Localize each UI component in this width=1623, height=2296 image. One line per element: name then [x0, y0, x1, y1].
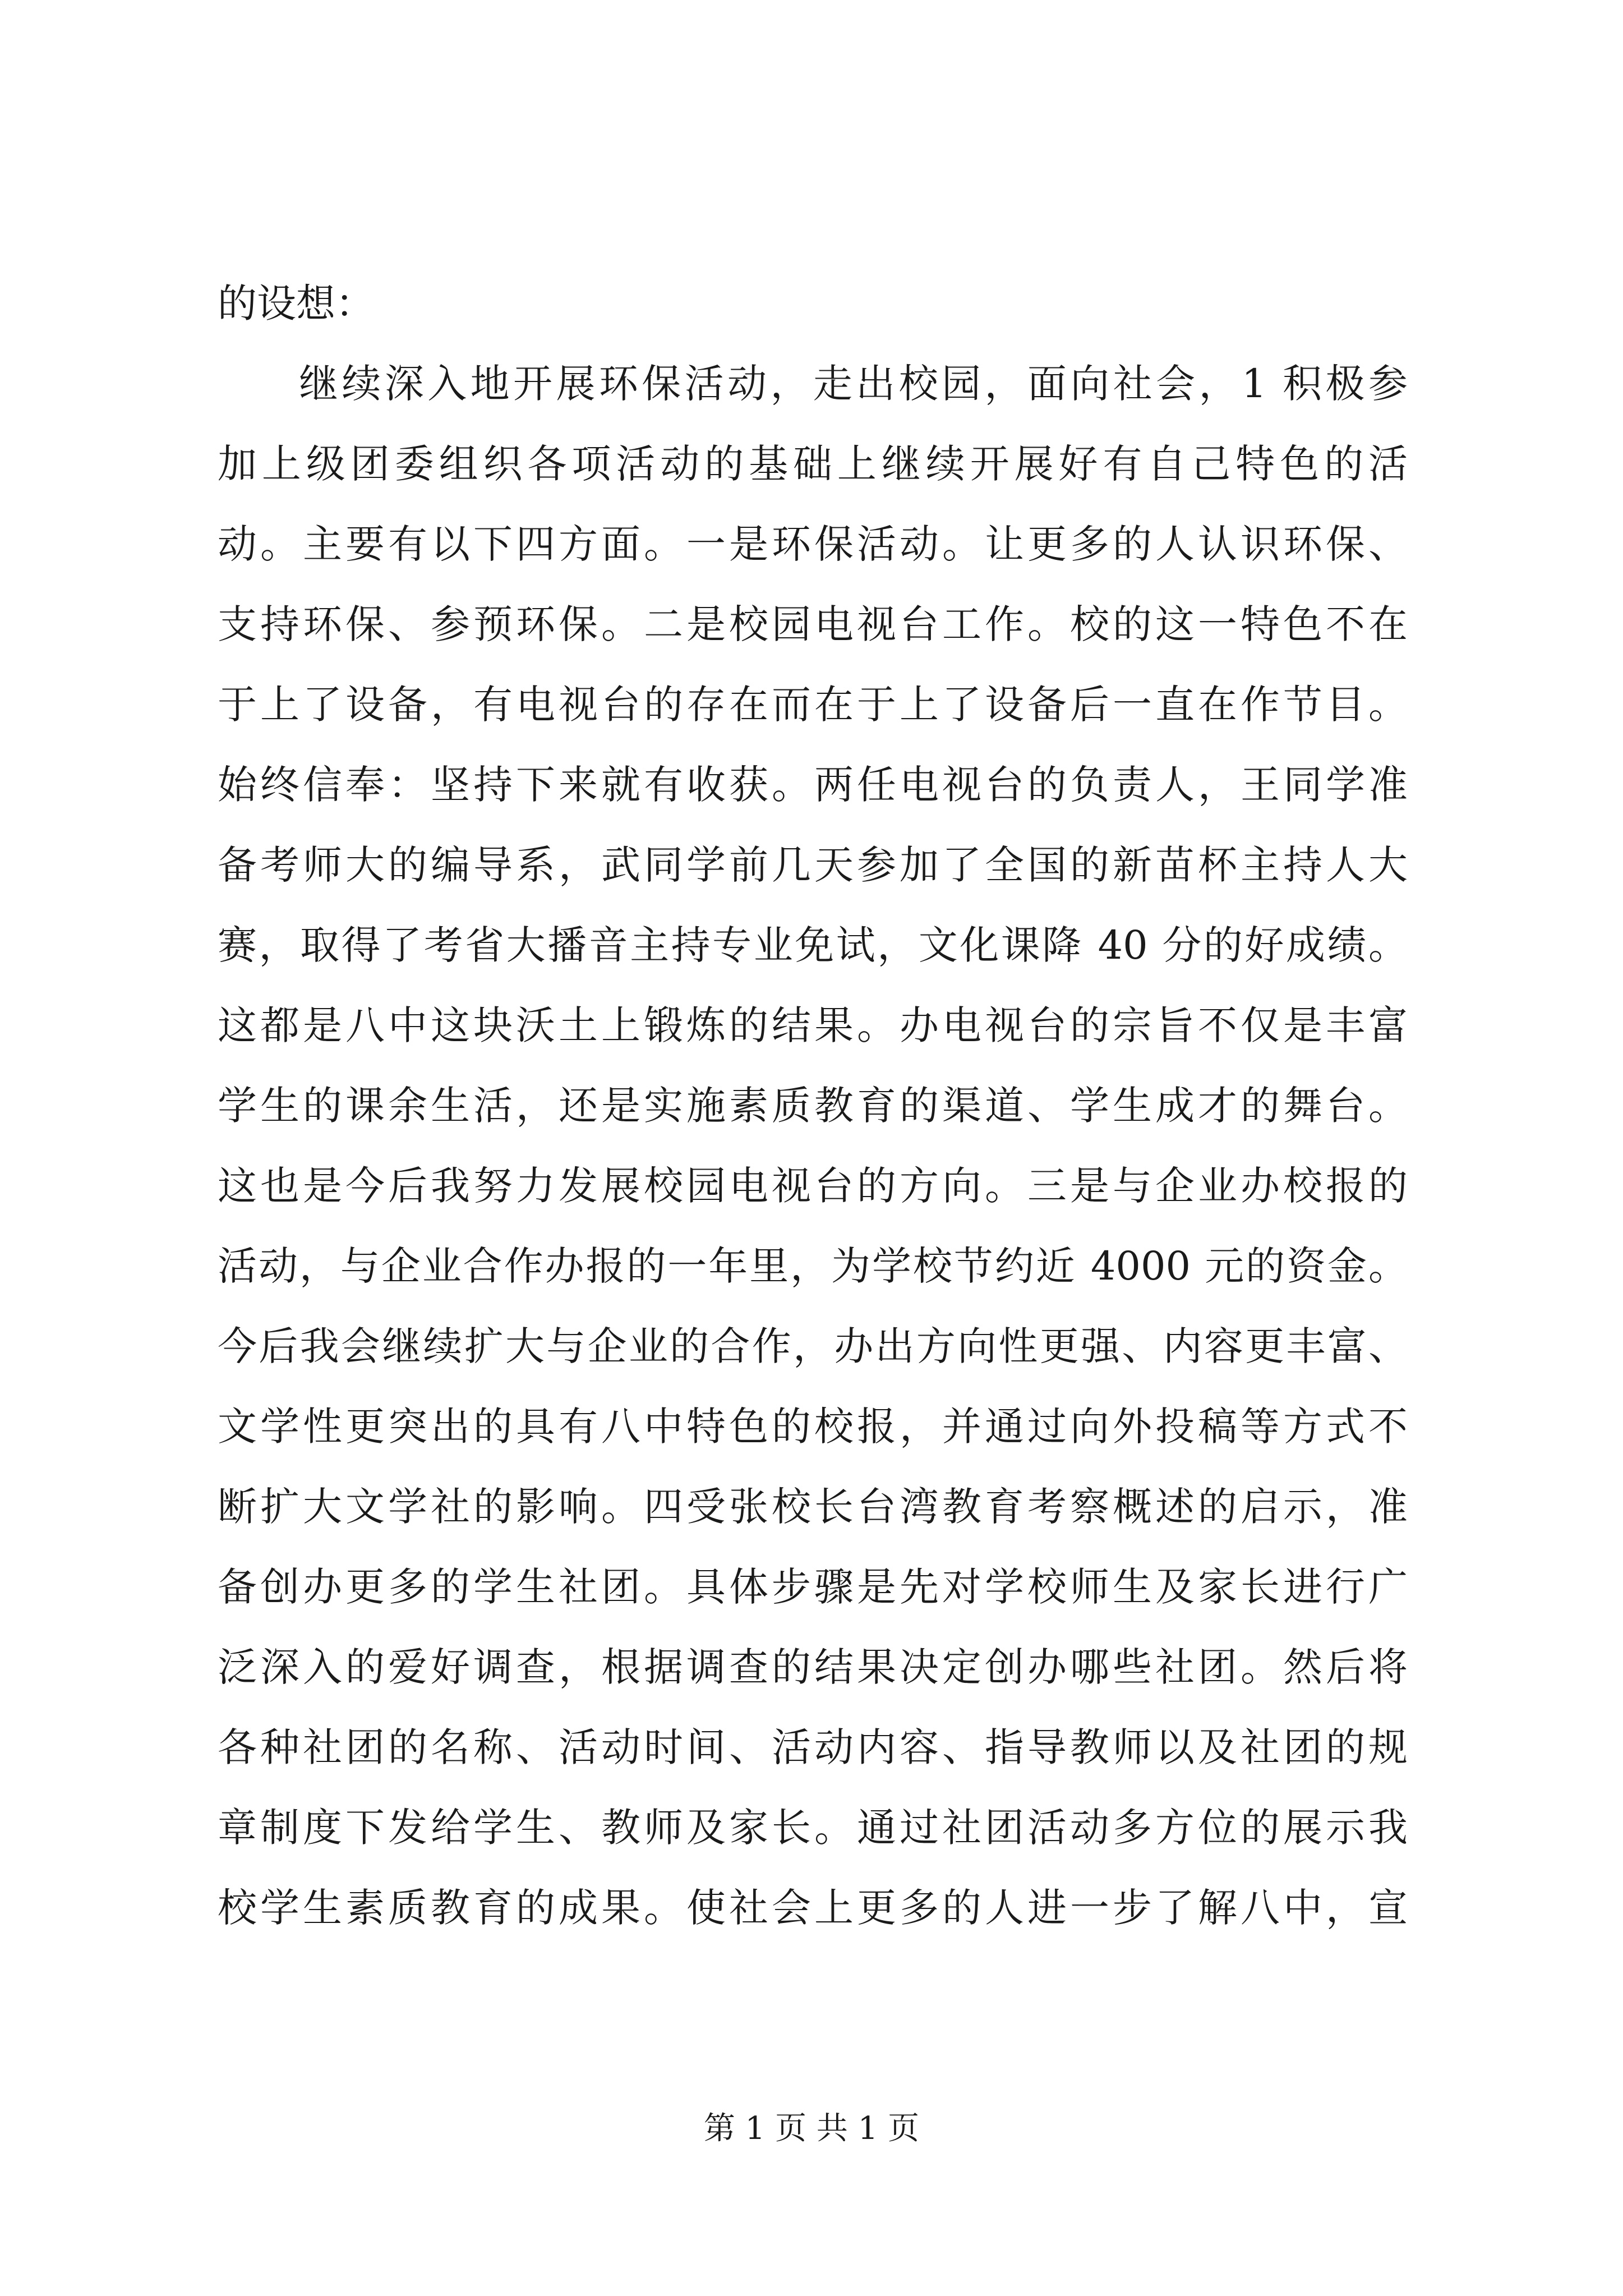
text-line: 文学性更突出的具有八中特色的校报，并通过向外投稿等方式不: [218, 1404, 1408, 1450]
text-line: 校学生素质教育的成果。使社会上更多的人进一步了解八中，宣: [218, 1885, 1408, 1931]
text-line: 赛，取得了考省大播音主持专业免试，文化课降 40 分的好成绩。: [218, 922, 1408, 968]
text-line: 加上级团委组织各项活动的基础上继续开展好有自己特色的活: [218, 441, 1408, 487]
text-line: 备考师大的编导系，武同学前几天参加了全国的新苗杯主持人大: [218, 842, 1408, 888]
text-line: 学生的课余生活，还是实施素质教育的渠道、学生成才的舞台。: [218, 1083, 1408, 1129]
text-line: 断扩大文学社的影响。四受张校长台湾教育考察概述的启示，准: [218, 1484, 1408, 1530]
text-line: 活动，与企业合作办报的一年里，为学校节约近 4000 元的资金。: [218, 1243, 1408, 1289]
text-line: 章制度下发给学生、教师及家长。通过社团活动多方位的展示我: [218, 1805, 1408, 1851]
text-line: 今后我会继续扩大与企业的合作，办出方向性更强、内容更丰富、: [218, 1323, 1408, 1369]
text-line: 支持环保、参预环保。二是校园电视台工作。校的这一特色不在: [218, 601, 1408, 647]
text-line: 的设想：: [218, 280, 375, 326]
text-line: 于上了设备，有电视台的存在而在于上了设备后一直在作节目。: [218, 682, 1408, 728]
text-line: 这都是八中这块沃土上锻炼的结果。办电视台的宗旨不仅是丰富: [218, 1002, 1408, 1048]
text-line: 这也是今后我努力发展校园电视台的方向。三是与企业办校报的: [218, 1163, 1408, 1209]
text-line: 各种社团的名称、活动时间、活动内容、指导教师以及社团的规: [218, 1724, 1408, 1770]
text-line: 备创办更多的学生社团。具体步骤是先对学校师生及家长进行广: [218, 1564, 1408, 1610]
page-footer: [0, 2106, 1623, 2151]
text-line: 始终信奉：坚持下来就有收获。两任电视台的负责人，王同学准: [218, 762, 1408, 808]
text-line: 动。主要有以下四方面。一是环保活动。让更多的人认识环保、: [218, 521, 1408, 567]
page-number-label: 第 1 页 共 1 页: [703, 2110, 920, 2147]
body-text: [218, 264, 1408, 1948]
text-line: 泛深入的爱好调查，根据调查的结果决定创办哪些社团。然后将: [218, 1644, 1408, 1690]
text-line: 继续深入地开展环保活动，走出校园，面向社会，1 积极参: [299, 361, 1408, 407]
